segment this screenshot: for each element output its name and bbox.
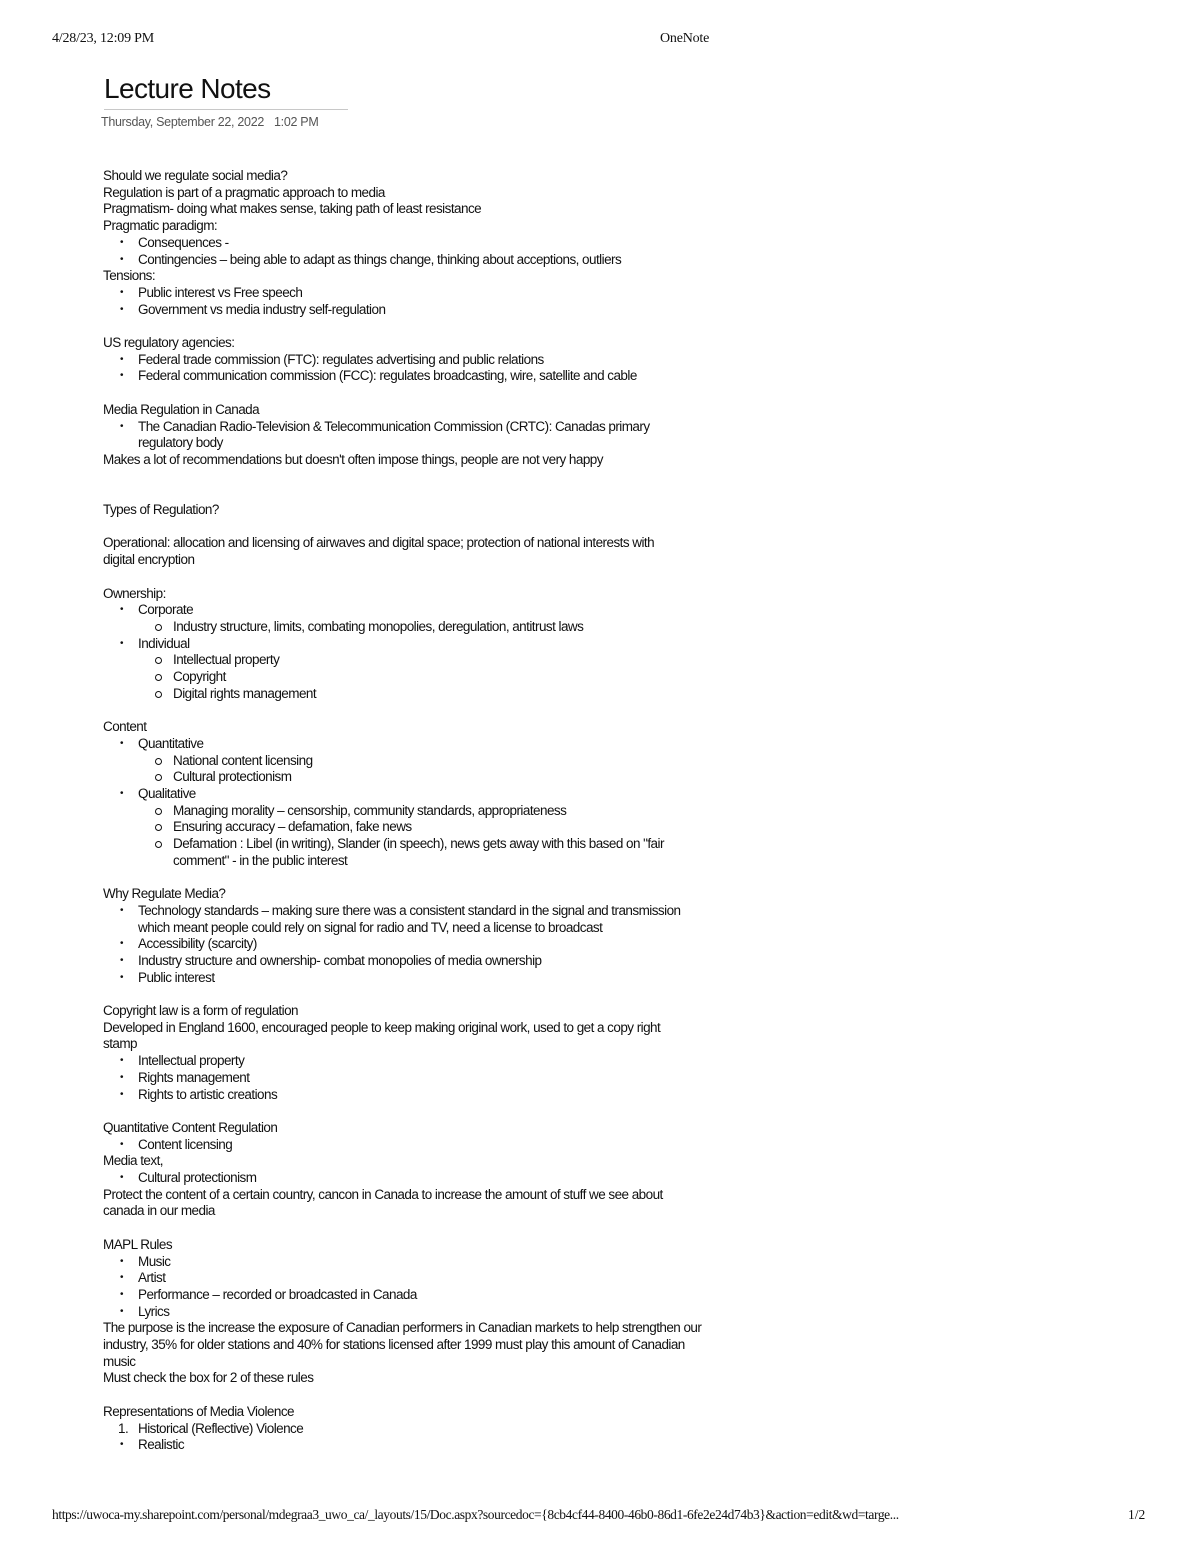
print-header-app-name: OneNote (660, 31, 710, 46)
section-heading: MAPL Rules (103, 1236, 173, 1252)
bullet-list (103, 352, 723, 385)
page-date-text: Thursday, September 22, 2022 (101, 115, 264, 129)
bullet-item: • Artist (103, 1270, 723, 1287)
sub-bullet-item: Ensuring accuracy – defamation, fake news (103, 819, 723, 836)
note-line: Pragmatism- doing what makes sense, taking path of least resistance (103, 201, 482, 217)
bullet-item: • Realistic (103, 1437, 723, 1454)
bullet-list (103, 736, 723, 870)
note-line: Regulation is part of a pragmatic approach to media (103, 184, 385, 200)
section-heading: Representations of Media Violence (103, 1403, 294, 1419)
print-footer-url: https://uwoca-my.sharepoint.com/personal/mdegraa3_uwo_ca/_layouts/15/Doc.aspx?sourcedoc={8cb4cf44-8400-46b0-86d1-6fe2e24d74b3}&action=edit&wd=targe... (52, 1507, 899, 1522)
note-line: Must check the box for 2 of these rules (103, 1370, 314, 1386)
bullet-item: • Music (103, 1254, 723, 1271)
bullet-list (103, 1053, 723, 1103)
bullet-list (103, 285, 723, 318)
bullet-item: • Content licensing (103, 1137, 723, 1154)
bullet-item: • Qualitative (103, 786, 723, 803)
page-time-text: 1:02 PM (274, 115, 319, 129)
note-body[interactable] (103, 168, 723, 1454)
page-date (101, 115, 318, 129)
bullet-item: • Federal communication commission (FCC): regulates broadcasting, wire, satellite and cable (103, 368, 688, 385)
sub-bullet-item: Defamation : Libel (in writing), Slander (in speech), news gets away with this based on "fair comment" - in the public interest (103, 836, 708, 869)
sub-bullet-item: Intellectual property (103, 652, 723, 669)
note-paragraph: The purpose is the increase the exposure of Canadian performers in Canadian markets to help strengthen our industry, 35% for older stations and 40% for stations licensed after 1999 must play this amount of Canadian music (103, 1320, 702, 1369)
note-line: Protect the content of a certain country, cancon in Canada to increase the amount of stuff we see about canada in our media (103, 1186, 663, 1219)
bullet-list (103, 1254, 723, 1321)
numbered-item-text: Historical (Reflective) Violence (138, 1420, 304, 1436)
bullet-list (103, 1137, 723, 1154)
bullet-item: • Corporate (103, 602, 723, 619)
print-footer-page-number: 1/2 (1128, 1507, 1146, 1522)
bullet-item: • Consequences - (103, 235, 723, 252)
sub-bullet-item: Industry structure, limits, combating monopolies, deregulation, antitrust laws (103, 619, 723, 636)
section-heading: Why Regulate Media? (103, 886, 226, 902)
numbered-item (103, 1421, 723, 1438)
bullet-item: • Technology standards – making sure there was a consistent standard in the signal and transmission which meant people could rely on signal for radio and TV, need a license to broadcast (103, 903, 708, 936)
list-number: 1. (118, 1420, 129, 1436)
bullet-item: • Lyrics (103, 1304, 723, 1321)
note-line: Makes a lot of recommendations but doesn't often impose things, people are not very happy (103, 451, 603, 467)
section-heading: Quantitative Content Regulation (103, 1119, 278, 1135)
section-heading: Ownership: (103, 585, 166, 601)
bullet-item: • Rights to artistic creations (103, 1087, 723, 1104)
bullet-list (103, 602, 723, 702)
bullet-list (103, 419, 723, 452)
note-line: Developed in England 1600, encouraged people to keep making original work, used to get a copy right stamp (103, 1019, 661, 1052)
sub-bullet-item: Cultural protectionism (103, 769, 723, 786)
bullet-item: • Government vs media industry self-regulation (103, 302, 723, 319)
bullet-item: • Intellectual property (103, 1053, 723, 1070)
bullet-item: • Cultural protectionism (103, 1170, 723, 1187)
page-title[interactable]: Lecture Notes (104, 72, 348, 110)
bullet-item: • Contingencies – being able to adapt as things change, thinking about acceptions, outliers (103, 252, 723, 269)
section-heading: Content (103, 719, 147, 735)
bullet-item: • The Canadian Radio-Television & Telecommunication Commission (CRTC): Canadas primary regulatory body (103, 419, 690, 452)
numbered-list (103, 1421, 723, 1438)
note-line: Copyright law is a form of regulation (103, 1003, 298, 1019)
section-heading: US regulatory agencies: (103, 335, 235, 351)
sub-bullet-item: Digital rights management (103, 686, 723, 703)
section-heading: Types of Regulation? (103, 502, 219, 518)
bullet-item: • Industry structure and ownership- combat monopolies of media ownership (103, 953, 723, 970)
note-line: Media text, (103, 1153, 163, 1169)
bullet-list (103, 1437, 723, 1454)
bullet-item: • Public interest vs Free speech (103, 285, 723, 302)
bullet-list (103, 903, 723, 987)
bullet-item: • Individual (103, 636, 723, 653)
print-header-datetime: 4/28/23, 12:09 PM (52, 31, 155, 46)
note-line: Pragmatic paradigm: (103, 218, 218, 234)
sub-bullet-item: Copyright (103, 669, 723, 686)
sub-bullet-item: Managing morality – censorship, community standards, appropriateness (103, 803, 723, 820)
sub-bullet-item: National content licensing (103, 753, 723, 770)
bullet-list (103, 235, 723, 268)
note-line: Tensions: (103, 268, 156, 284)
bullet-item: • Federal trade commission (FTC): regulates advertising and public relations (103, 352, 723, 369)
bullet-item: • Accessibility (scarcity) (103, 936, 723, 953)
bullet-item: • Public interest (103, 970, 723, 987)
bullet-item: • Performance – recorded or broadcasted in Canada (103, 1287, 723, 1304)
bullet-item: • Quantitative (103, 736, 723, 753)
note-line: Should we regulate social media? (103, 168, 288, 183)
section-heading: Media Regulation in Canada (103, 401, 260, 417)
bullet-item: • Rights management (103, 1070, 723, 1087)
note-paragraph: Operational: allocation and licensing of airwaves and digital space; protection of national interests with digital encryption (103, 535, 655, 568)
bullet-list (103, 1170, 723, 1187)
